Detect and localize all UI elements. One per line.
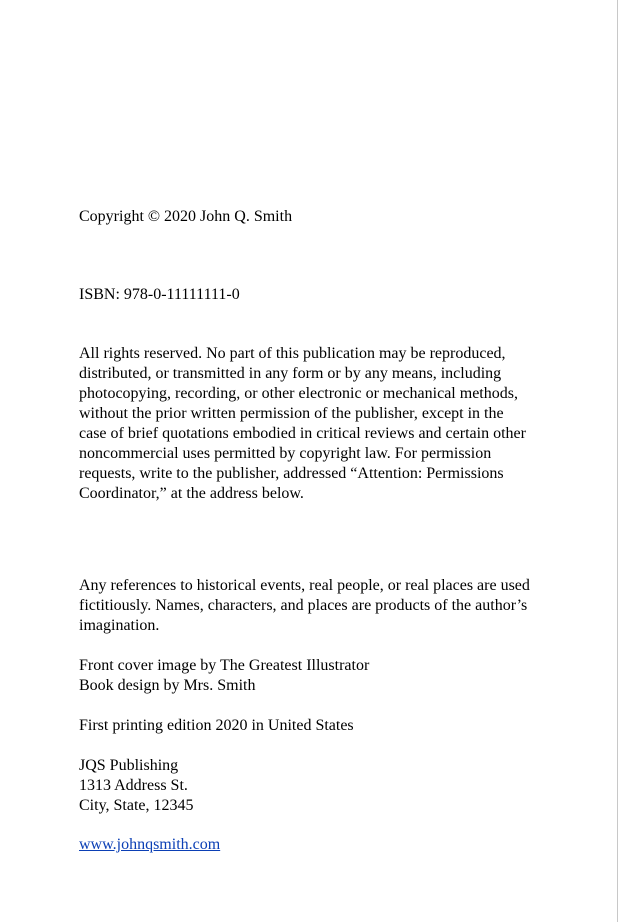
rights-line: requests, write to the publisher, addressed “Attention: Permissions bbox=[79, 465, 504, 482]
design-credit: Book design by Mrs. Smith bbox=[79, 677, 256, 694]
rights-line: case of brief quotations embodied in critical reviews and certain other bbox=[79, 425, 526, 442]
rights-paragraph bbox=[79, 344, 526, 504]
rights-line: photocopying, recording, or other electronic or mechanical methods, bbox=[79, 385, 518, 402]
publisher-city: City, State, 12345 bbox=[79, 797, 194, 814]
isbn-line: ISBN: 978-0-11111111-0 bbox=[79, 286, 240, 303]
printing-line: First printing edition 2020 in United States bbox=[79, 717, 354, 734]
fiction-notice-paragraph bbox=[79, 576, 530, 636]
rights-line: without the prior written permission of the publisher, except in the bbox=[79, 405, 504, 422]
rights-line: All rights reserved. No part of this publication may be reproduced, bbox=[79, 345, 506, 362]
rights-line: noncommercial uses permitted by copyright law. For permission bbox=[79, 445, 492, 462]
website-link[interactable]: www.johnqsmith.com bbox=[79, 836, 221, 853]
cover-credit: Front cover image by The Greatest Illustrator bbox=[79, 657, 370, 674]
fiction-notice-line: imagination. bbox=[79, 617, 160, 634]
credits-block bbox=[79, 656, 369, 696]
publisher-street: 1313 Address St. bbox=[79, 777, 188, 794]
copyright-line: Copyright © 2020 John Q. Smith bbox=[79, 208, 293, 225]
fiction-notice-line: Any references to historical events, real people, or real places are used bbox=[79, 577, 530, 594]
rights-line: Coordinator,” at the address below. bbox=[79, 485, 304, 502]
fiction-notice-line: fictitiously. Names, characters, and places are products of the author’s bbox=[79, 597, 528, 614]
rights-line: distributed, or transmitted in any form or by any means, including bbox=[79, 365, 502, 382]
publisher-name: JQS Publishing bbox=[79, 757, 179, 774]
publisher-address bbox=[79, 756, 194, 816]
